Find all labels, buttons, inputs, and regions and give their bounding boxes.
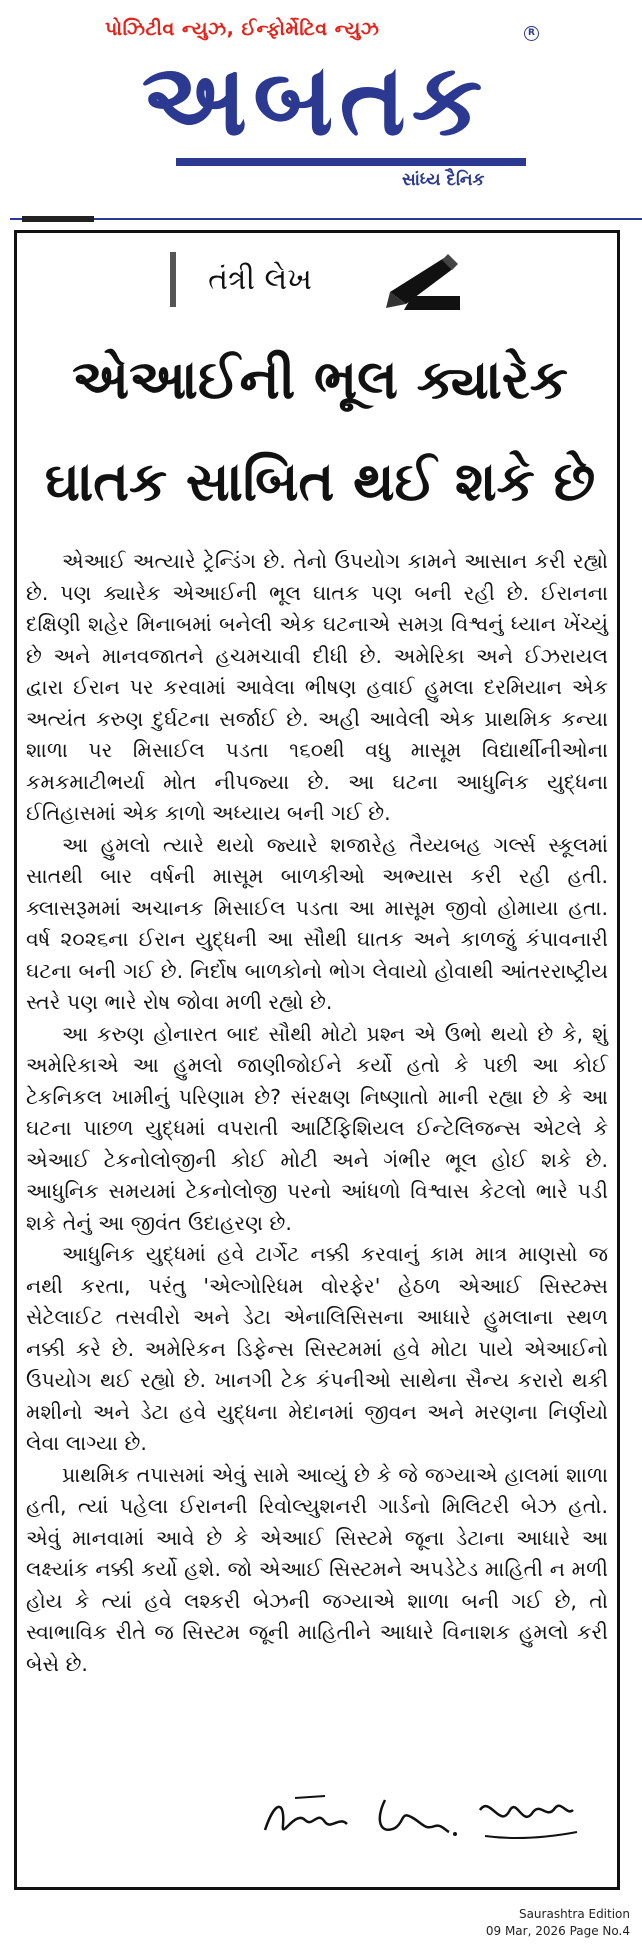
edition-name: Saurashtra Edition <box>518 1907 630 1921</box>
newspaper-logo: અબતક <box>141 41 489 158</box>
article-body <box>26 546 608 1680</box>
registered-trademark-icon: R <box>524 26 539 41</box>
masthead-tagline: પોઝિટીવ ન્યુઝ, ઈન્ફોર્મેટિવ ન્યુઝ <box>105 18 380 40</box>
article-paragraph: આ કરુણ હોનારત બાદ સૌથી મોટો પ્રશ્ન એ ઉભો થયો છે કે, શું અમેરિકાએ આ હુમલો જાણીજોઈને કર્યો હતો કે પછી આ કોઈ ટેકનિકલ ખામીનું પરિણામ છે? સંરક્ષણ નિષ્ણાતો માની રહ્યા છે કે આ ઘટના પાછળ યુદ્ધમાં વપરાતી આર્ટિફિશિયલ ઈન્ટેલિજન્સ એટલે કે એઆઈ ટેકનોલોજીની કોઈ મોટી અને ગંભીર ભૂલ હોઈ શકે છે. આધુનિક સમયમાં ટેકનોલોજી પરનો આંધળો વિશ્વાસ કેટલો ભારે પડી શકે તેનું આ જીવંત ઉદાહરણ છે. <box>26 1021 608 1235</box>
masthead <box>0 0 642 222</box>
headline-line-2: ઘાતક સાબિત થઈ શકે છે <box>44 450 596 513</box>
section-label: તંત્રી લેખ <box>208 262 312 297</box>
headline-line-1: એઆઈની ભૂલ ક્યારેક <box>72 348 568 411</box>
article-paragraph: એઆઈ અત્યારે ટ્રેન્ડિંગ છે. તેનો ઉપયોગ કામને આસાન કરી રહ્યો છે. પણ ક્યારેક એઆઈની ભૂલ ઘાતક પણ બની રહી છે. ઈરાનના દક્ષિણી શહેર મિનાબમાં બનેલી એક ઘટનાએ સમગ્ર વિશ્વનું ધ્યાન ખેંચ્યું છે અને માનવજાતને હચમચાવી દીધી છે. અમેરિકા અને ઈઝરાયલ દ્વારા ઈરાન પર કરવામાં આવેલા ભીષણ હવાઈ હુમલા દરમિયાન એક અત્યંત કરુણ દુર્ઘટના સર્જાઈ છે. અહી આવેલી એક પ્રાથમિક કન્યા શાળા પર મિસાઈલ પડતા ૧૬૦થી વધુ માસૂમ વિદ્યાર્થીનીઓના કમકમાટીભર્યા મોત નીપજ્યા છે. આ ઘટના આધુનિક યુદ્ધના ઈતિહાસમાં એક કાળો અધ્યાય બની ગઈ છે. <box>26 549 608 825</box>
article-paragraph: પ્રાથમિક તપાસમાં એવું સામે આવ્યું છે કે જે જગ્યાએ હાલમાં શાળા હતી, ત્યાં પહેલા ઈરાનની રિવોલ્યુશનરી ગાર્ડનો મિલિટરી બેઝ હતો. એવું માનવામાં આવે છે કે એઆઈ સિસ્ટમે જૂના ડેટાના આધારે આ લક્ષ્યાંક નક્કી કર્યો હશે. જો એઆઈ સિસ્ટમને અપડેટેડ માહિતી ન મળી હોય કે ત્યાં હવે લશ્કરી બેઝની જગ્યાએ શાળા બની ગઈ છે, તો સ્વાભાવિક રીતે જ સિસ્ટમ જૂની માહિતીને આધારે વિનાશક હુમલો કરી બેસે છે. <box>26 1462 608 1676</box>
article-paragraph: આધુનિક યુદ્ધમાં હવે ટાર્ગેટ નક્કી કરવાનું કામ માત્ર માણસો જ નથી કરતા, પરંતુ 'એલ્ગોરિધમ વોરફેર' હેઠળ એઆઈ સિસ્ટમ્સ સેટેલાઈટ તસવીરો અને ડેટા એનાલિસિસના આધારે હુમલાના સ્થળ નક્કી કરે છે. અમેરિકન ડિફેન્સ સિસ્ટમમાં હવે મોટા પાયે એઆઈનો ઉપયોગ થઈ રહ્યો છે. ખાનગી ટેક કંપનીઓ સાથેના સૈન્ય કરારો થકી મશીનો અને ડેટા હવે યુદ્ધના મેદાનમાં જીવન અને મરણના નિર્ણયો લેવા લાગ્યા છે. <box>26 1242 608 1455</box>
article-paragraph: આ હુમલો ત્યારે થયો જ્યારે શજારેહ તૈય્યબહ ગર્લ્સ સ્કૂલમાં સાતથી બાર વર્ષની માસૂમ બાળકીઓ અભ્યાસ કરી રહી હતી. ક્લાસરૂમમાં અચાનક મિસાઈલ પડતા આ માસૂમ જીવો હોમાયા હતા. વર્ષ ૨૦૨૬ના ઈરાન યુદ્ધની આ સૌથી ઘાતક અને કાળજું કંપાવનારી ઘટના બની ગઈ છે. નિર્દોષ બાળકોનો ભોગ લેવાયો હોવાથી આંતરરાષ્ટ્રીય સ્તરે પણ ભારે રોષ જોવા મળી રહ્યો છે. <box>26 832 608 1014</box>
logo-underline <box>176 158 526 166</box>
section-label-bar <box>170 252 176 307</box>
pen-writing-icon <box>382 250 464 312</box>
masthead-divider-accent <box>22 216 94 222</box>
author-signature <box>255 1780 585 1850</box>
masthead-subtitle: સાંધ્ય દૈનિક <box>402 170 485 190</box>
edition-info <box>486 1906 630 1940</box>
edition-date-page: 09 Mar, 2026 Page No.4 <box>485 1924 630 1938</box>
masthead-divider <box>10 218 642 220</box>
